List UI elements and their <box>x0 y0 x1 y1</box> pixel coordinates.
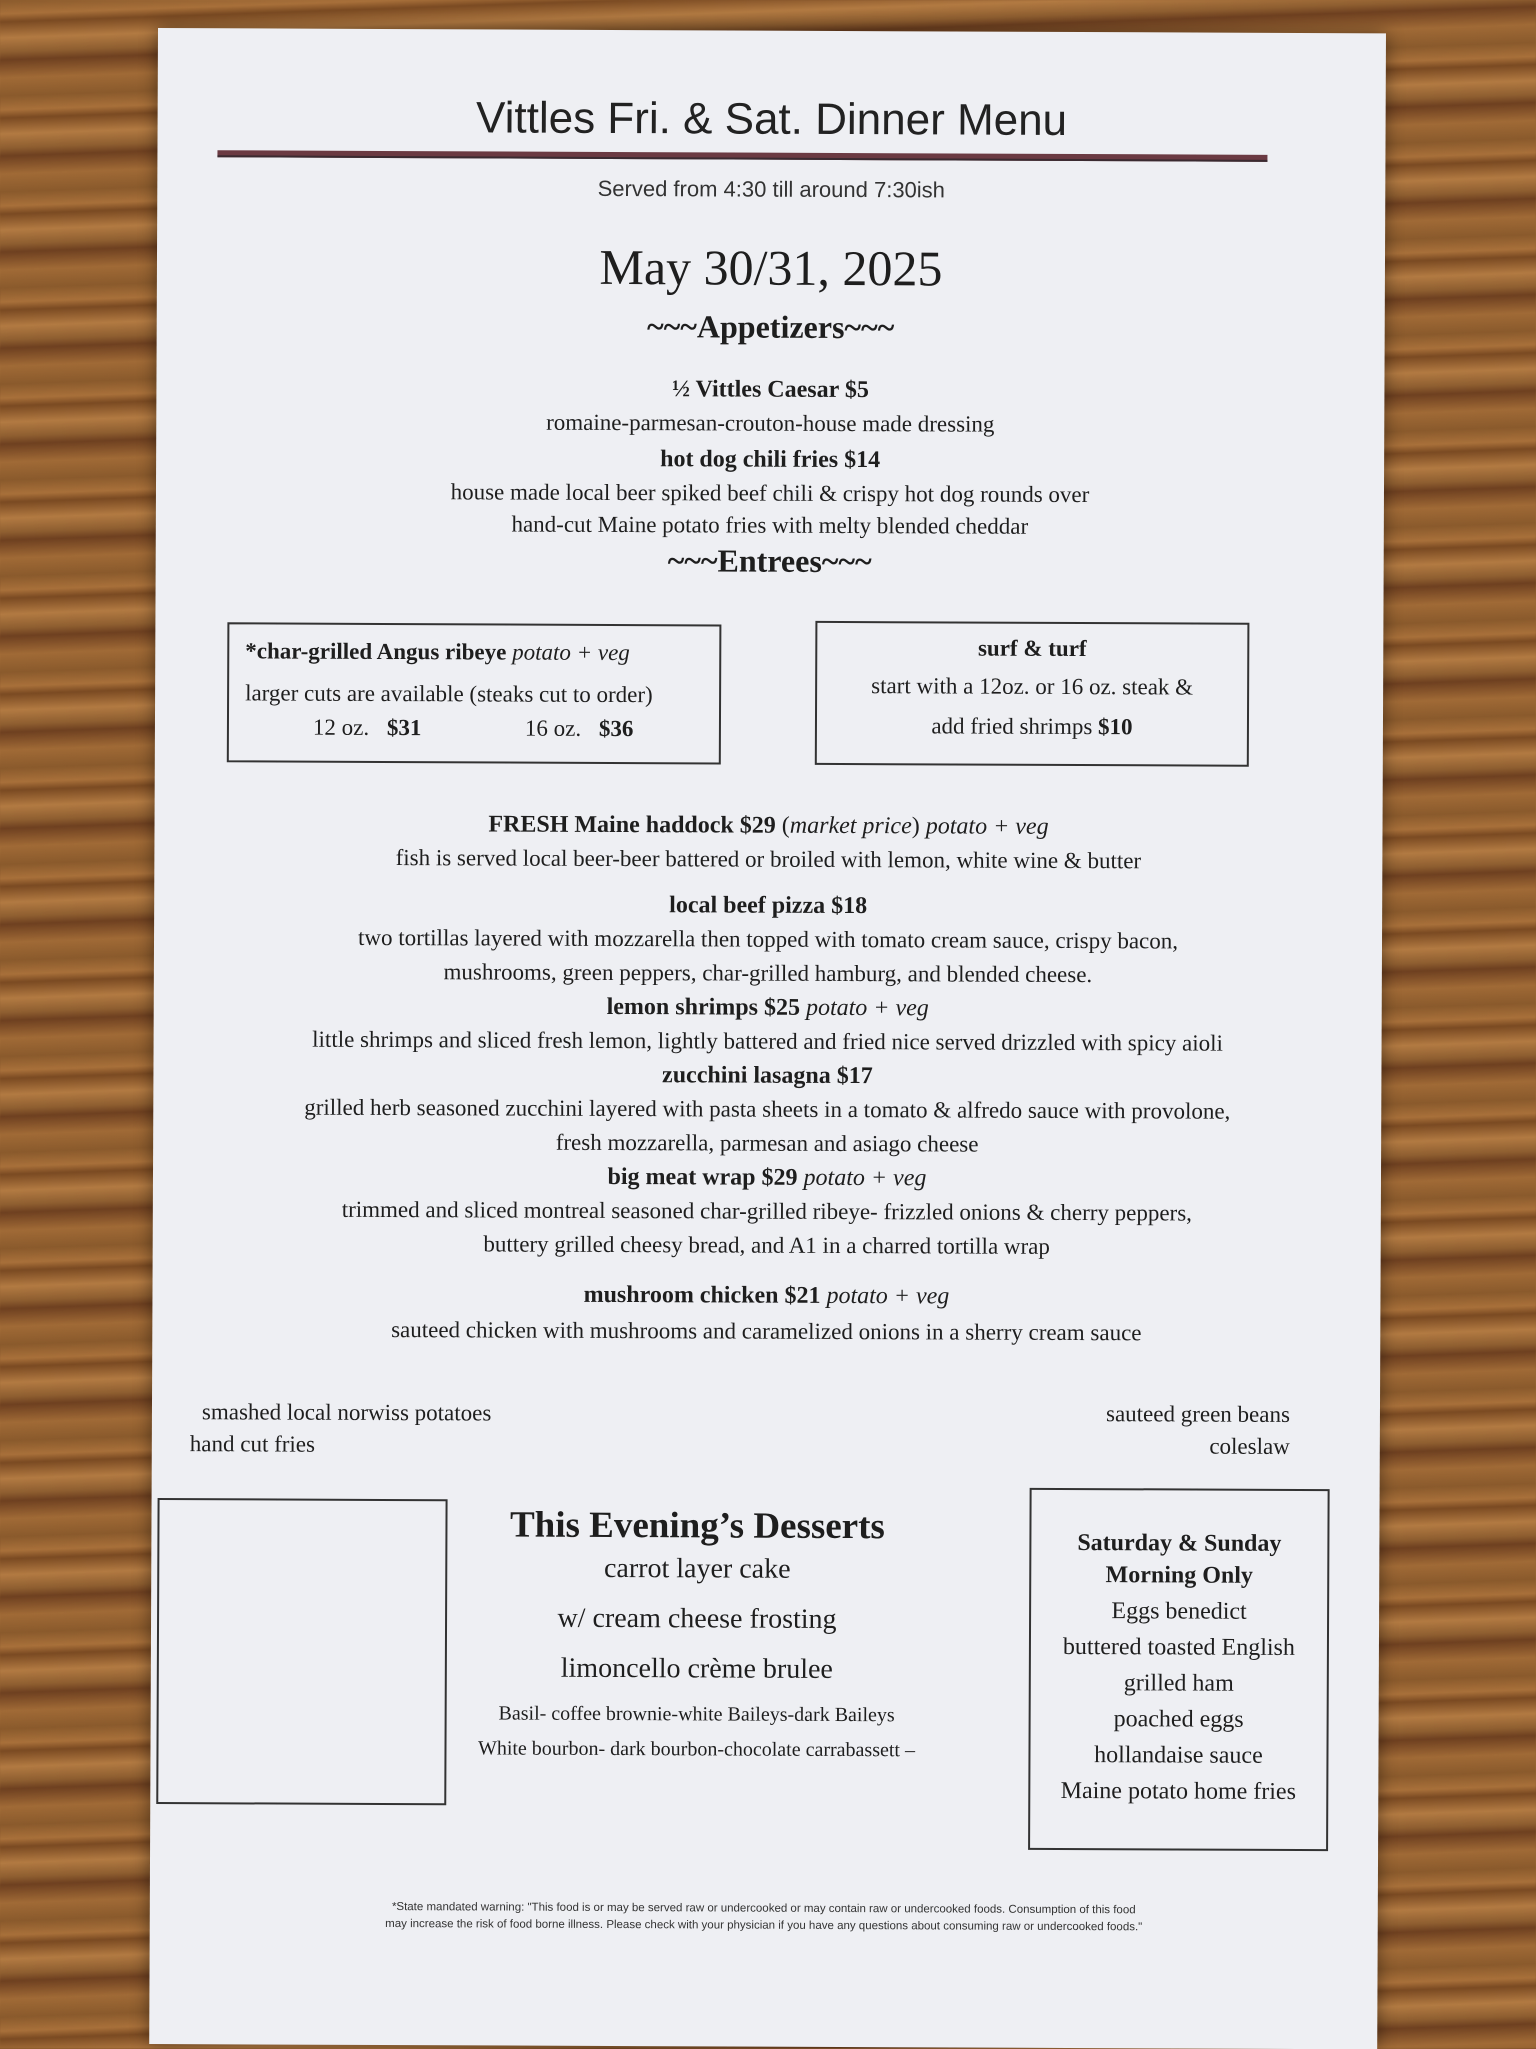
side-item: smashed local norwiss potatoes <box>201 1399 492 1426</box>
ribeye-note: larger cuts are available (steaks cut to order) <box>245 680 653 708</box>
entree-desc: fresh mozzarella, parmesan and asiago cheese <box>555 1129 979 1157</box>
desserts-heading: This Evening’s Desserts <box>509 1504 885 1548</box>
entree-title <box>152 1280 1380 1312</box>
ribeye-size-12 <box>313 715 422 741</box>
surf-turf-addon <box>817 713 1247 741</box>
entree-name: big meat wrap $29 <box>607 1163 798 1191</box>
dessert-item: carrot layer cake <box>603 1552 791 1585</box>
entree-title <box>154 992 1382 1024</box>
entree-name: local beef pizza $18 <box>669 892 868 920</box>
warning-line: *State mandated warning: "This food is or may be served raw or undercooked or may contain raw or undercooked foods. Consumption of this food <box>391 1901 1136 1917</box>
dessert-item: w/ cream cheese frosting <box>557 1602 837 1635</box>
sides-right <box>1106 1398 1290 1463</box>
market-price-note: market price <box>789 812 912 840</box>
entree-name: mushroom chicken $21 <box>583 1281 821 1309</box>
served-hours: Served from 4:30 till around 7:30ish <box>597 175 946 203</box>
surf-turf-addon-price: $10 <box>1098 714 1133 740</box>
weekend-item: hollandaise sauce <box>1094 1742 1263 1769</box>
ribeye-price: $31 <box>386 715 422 741</box>
ribeye-size-label: 16 oz. <box>524 715 582 741</box>
sides-left <box>189 1396 492 1461</box>
weekend-item: Eggs benedict <box>1111 1598 1247 1625</box>
title-divider <box>217 150 1267 162</box>
entree-sides: potato + veg <box>826 1282 950 1310</box>
weekend-subtitle: Morning Only <box>1105 1562 1253 1589</box>
entree-desc: fish is served local beer-beer battered or broiled with lemon, white wine & butter <box>395 845 1142 874</box>
weekend-box <box>1028 1488 1330 1851</box>
paren: ( <box>775 812 790 839</box>
ribeye-title <box>245 638 630 666</box>
ribeye-sides: potato + veg <box>512 639 630 666</box>
dessert-flavors: White bourbon- dark bourbon-chocolate carrabassett – <box>477 1737 916 1762</box>
paren: ) <box>911 813 926 840</box>
surf-turf-name: surf & turf <box>977 635 1087 662</box>
menu-date: May 30/31, 2025 <box>599 238 943 297</box>
appetizer-name: hot dog chili fries $14 <box>660 446 881 474</box>
entree-name: FRESH Maine haddock $29 <box>488 811 776 839</box>
entree-title <box>153 1162 1381 1194</box>
surf-turf-addon-label: add fried shrimps <box>931 713 1093 740</box>
desserts-section <box>446 1503 947 1762</box>
appetizer-desc: house made local beer spiked beef chili & crispy hot dog rounds over <box>450 479 1090 508</box>
entree-title <box>154 810 1382 842</box>
side-item: sauteed green beans <box>1105 1401 1291 1427</box>
weekend-item: grilled ham <box>1123 1670 1234 1697</box>
entree-desc: buttery grilled cheesy bread, and A1 in a charred tortilla wrap <box>483 1231 1050 1259</box>
appetizer-desc: romaine-parmesan-crouton-house made dressing <box>546 409 995 437</box>
entree-desc: little shrimps and sliced fresh lemon, lightly battered and fried nice served drizzled with spicy aioli <box>312 1026 1224 1056</box>
warning-line: may increase the risk of food borne illness. Please check with your physician if you have any questions about consuming raw or undercooked foods." <box>385 1918 1143 1934</box>
menu-paper <box>149 28 1386 2049</box>
entrees-heading: ~~~Entrees~~~ <box>667 542 872 580</box>
ribeye-size-label: 12 oz. <box>312 714 370 740</box>
ribeye-size-16 <box>525 716 634 742</box>
menu-title: Vittles Fri. & Sat. Dinner Menu <box>476 93 1068 145</box>
food-warning <box>150 1898 1378 1937</box>
side-item: hand cut fries <box>189 1431 316 1457</box>
entree-sides: potato + veg <box>925 813 1049 840</box>
weekend-item: poached eggs <box>1113 1706 1244 1733</box>
entree-sides: potato + veg <box>803 1164 927 1192</box>
dessert-flavors: Basil- coffee brownie-white Baileys-dark Baileys <box>498 1702 895 1727</box>
surf-turf-box <box>815 621 1250 767</box>
entree-name: lemon shrimps $25 <box>606 993 801 1021</box>
appetizers-heading: ~~~Appetizers~~~ <box>646 308 895 346</box>
dessert-item: limoncello crème brulee <box>560 1652 833 1685</box>
entree-desc: grilled herb seasoned zucchini layered with pasta sheets in a tomato & alfredo sauce with provolone, <box>304 1094 1231 1124</box>
weekend-title: Saturday & Sunday <box>1077 1530 1282 1557</box>
appetizer-desc: hand-cut Maine potato fries with melty blended cheddar <box>511 511 1029 539</box>
weekend-item: buttered toasted English <box>1062 1633 1295 1661</box>
surf-turf-desc: start with a 12oz. or 16 oz. steak & <box>871 673 1194 700</box>
entree-desc: mushrooms, green peppers, char-grilled hamburg, and blended cheese. <box>443 959 1093 988</box>
entree-desc: trimmed and sliced montreal seasoned char-grilled ribeye- frizzled onions & cherry peppers, <box>341 1196 1193 1226</box>
empty-box <box>156 1498 447 1805</box>
entree-desc: two tortillas layered with mozzarella then topped with tomato cream sauce, crispy bacon, <box>357 924 1179 954</box>
ribeye-box <box>227 622 722 764</box>
side-item: coleslaw <box>1209 1433 1290 1459</box>
ribeye-name: *char-grilled Angus ribeye <box>245 638 507 665</box>
entree-sides: potato + veg <box>805 994 929 1022</box>
entree-name: zucchini lasagna $17 <box>662 1062 873 1090</box>
ribeye-price: $36 <box>598 715 634 742</box>
appetizer-name: ½ Vittles Caesar $5 <box>671 376 869 404</box>
entree-desc: sauteed chicken with mushrooms and caramelized onions in a sherry cream sauce <box>391 1317 1142 1346</box>
weekend-item: Maine potato home fries <box>1060 1777 1296 1805</box>
